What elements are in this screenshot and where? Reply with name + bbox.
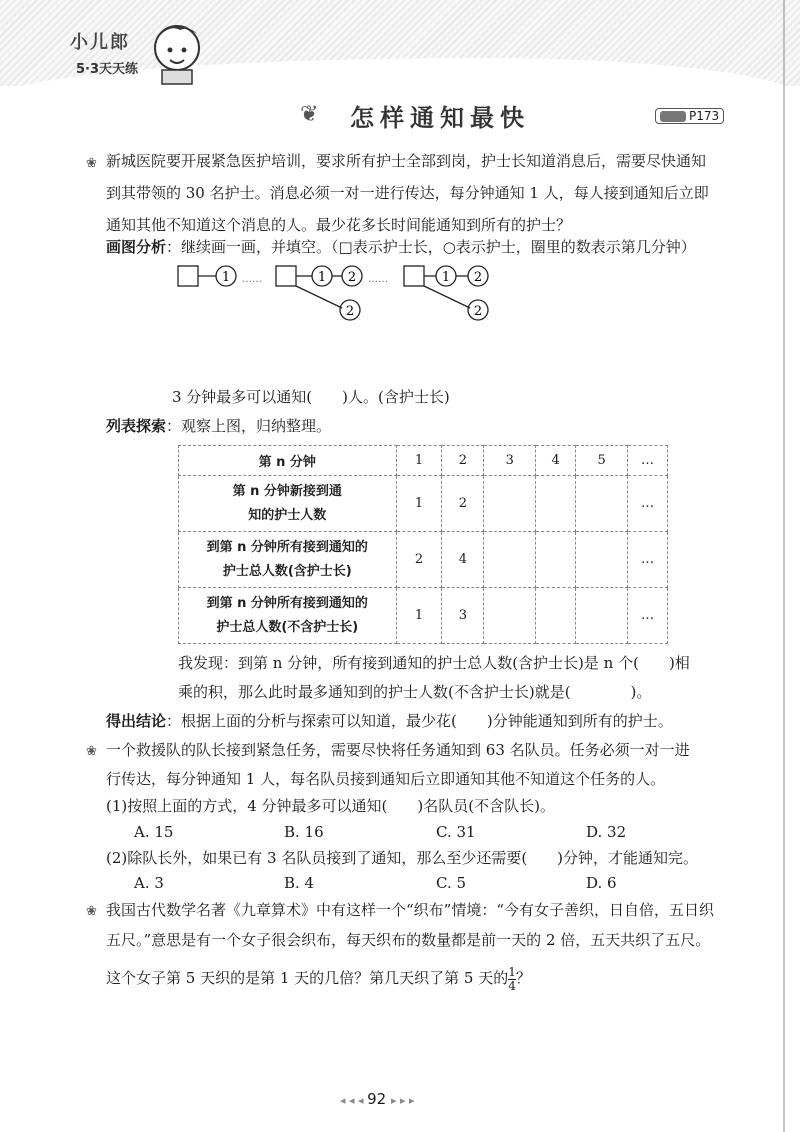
exploration-table bbox=[178, 445, 668, 644]
q2-sub1-option-a: A. 15 bbox=[134, 823, 174, 841]
head-nurse-square bbox=[178, 266, 198, 286]
table-row bbox=[179, 532, 668, 588]
footer-right-arrows-icon: ▸ ▸ ▸ bbox=[390, 1094, 415, 1107]
nurse-minute-label: 2 bbox=[347, 270, 357, 285]
table-cell: 2 bbox=[442, 476, 484, 532]
q3-line3 bbox=[106, 965, 531, 993]
table-row bbox=[179, 476, 668, 532]
nurse-minute-label: 2 bbox=[473, 304, 483, 319]
page-edge-line bbox=[783, 0, 785, 1132]
table-cell bbox=[484, 532, 536, 588]
explore-text: ：观察上图，归纳整理。 bbox=[166, 417, 332, 435]
reference-badge-icon bbox=[660, 111, 686, 122]
table-cell: … bbox=[628, 446, 668, 476]
page-reference-label: P173 bbox=[689, 109, 720, 123]
question-1-icon: ❀ bbox=[86, 156, 97, 171]
table-cell bbox=[536, 476, 576, 532]
q2-line2: 行传达，每分钟通知 1 人，每名队员接到通知后立即通知其他不知道这个任务的人。 bbox=[106, 770, 666, 788]
table-cell: 2 bbox=[396, 532, 442, 588]
bird-icon: ❦ bbox=[300, 102, 319, 127]
nurse-minute-label: 2 bbox=[473, 270, 483, 285]
q2-sub1-option-c: C. 31 bbox=[436, 823, 476, 841]
q2-line1: 一个救援队的队长接到紧急任务，需要尽快将任务通知到 63 名队员。任务必须一对一进 bbox=[106, 741, 690, 759]
row-header: 第 n 分钟新接到通 知的护士人数 bbox=[179, 476, 397, 532]
conclusion-line bbox=[106, 708, 673, 734]
analysis-text: ：继续画一画，并填空。（□表示护士长，○表示护士，圈里的数表示第几分钟） bbox=[166, 238, 696, 256]
table-cell bbox=[484, 588, 536, 644]
fraction-numerator: 1 bbox=[508, 964, 516, 979]
table-cell: 4 bbox=[536, 446, 576, 476]
q1-intro-line2: 到其带领的 30 名护士。消息必须一对一进行传达，每分钟通知 1 人，每人接到通知后立即 bbox=[106, 184, 709, 202]
conclusion-text: ：根据上面的分析与探索可以知道，最少花( )分钟能通知到所有的护士。 bbox=[166, 712, 673, 730]
q2-sub2-option-b: B. 4 bbox=[284, 874, 315, 892]
q2-sub2: (2)除队长外，如果已有 3 名队员接到了通知，那么至少还需要( )分钟，才能通知完。 bbox=[106, 849, 699, 867]
nurse-minute-label: 1 bbox=[317, 270, 327, 285]
q3-line2: 五尺。”意思是有一个女子很会织布，每天织布的数量都是前一天的 2 倍，五天共织了五尺。 bbox=[106, 931, 711, 949]
diagram-ellipsis: …… bbox=[368, 274, 388, 285]
table-cell: … bbox=[628, 476, 668, 532]
diagram-step-1 bbox=[178, 266, 236, 286]
table-row bbox=[179, 588, 668, 644]
q2-sub2-option-c: C. 5 bbox=[436, 874, 467, 892]
nurse-minute-label: 1 bbox=[221, 270, 231, 285]
fraction-denominator: 4 bbox=[508, 978, 516, 993]
table-cell: 1 bbox=[396, 446, 442, 476]
question-3-icon: ❀ bbox=[86, 904, 97, 919]
notification-diagram bbox=[170, 258, 510, 328]
fraction bbox=[508, 966, 516, 993]
table-cell bbox=[576, 476, 628, 532]
table-row bbox=[179, 446, 668, 476]
explore-label: 列表探索 bbox=[106, 417, 167, 435]
logo-title: 小儿郎 bbox=[70, 32, 130, 53]
q3-question-end: ？ bbox=[515, 969, 531, 987]
diagram-step-3 bbox=[404, 266, 488, 320]
q2-sub2-option-d: D. 6 bbox=[586, 874, 617, 892]
explore-line bbox=[106, 413, 331, 439]
head-nurse-square bbox=[276, 266, 296, 286]
row-header: 第 n 分钟 bbox=[179, 446, 397, 476]
analysis-line bbox=[106, 234, 696, 260]
q1-intro-line3: 通知其他不知道这个消息的人。最少花多长时间能通知到所有的护士？ bbox=[106, 216, 572, 234]
table-cell bbox=[536, 588, 576, 644]
q2-sub1-option-b: B. 16 bbox=[284, 823, 324, 841]
nurse-minute-label: 1 bbox=[441, 270, 451, 285]
table-cell: 3 bbox=[484, 446, 536, 476]
table-cell bbox=[576, 588, 628, 644]
table-cell bbox=[536, 532, 576, 588]
table-cell bbox=[576, 532, 628, 588]
q3-question-text: 这个女子第 5 天织的是第 1 天的几倍？第几天织了第 5 天的 bbox=[106, 969, 509, 987]
table-cell: 3 bbox=[442, 588, 484, 644]
discover-line1: 我发现：到第 n 分钟，所有接到通知的护士总人数(含护士长)是 n 个( )相 bbox=[178, 654, 690, 672]
analysis-label: 画图分析 bbox=[106, 238, 167, 256]
table-cell bbox=[484, 476, 536, 532]
table-cell: 2 bbox=[442, 446, 484, 476]
diagram-ellipsis: …… bbox=[242, 274, 262, 285]
head-nurse-square bbox=[404, 266, 424, 286]
q2-sub1: (1)按照上面的方式，4 分钟最多可以通知( )名队员(不含队长)。 bbox=[106, 797, 555, 815]
table-cell: 1 bbox=[396, 588, 442, 644]
discover-line2: 乘的积，那么此时最多通知到的护士人数(不含护士长)就是( )。 bbox=[178, 683, 652, 701]
row-header: 到第 n 分钟所有接到通知的 护士总人数(含护士长) bbox=[179, 532, 397, 588]
page-number: 92 bbox=[367, 1090, 387, 1108]
row-header: 到第 n 分钟所有接到通知的 护士总人数(不含护士长) bbox=[179, 588, 397, 644]
q2-sub1-option-d: D. 32 bbox=[586, 823, 627, 841]
table-cell: … bbox=[628, 532, 668, 588]
nurse-minute-label: 2 bbox=[345, 304, 355, 319]
series-name: 5·3天天练 bbox=[76, 62, 139, 77]
fill-blank-1: 3 分钟最多可以通知( )人。(含护士长) bbox=[172, 388, 450, 406]
q2-sub2-option-a: A. 3 bbox=[134, 874, 164, 892]
page-title: 怎样通知最快 bbox=[350, 104, 530, 132]
question-2-icon: ❀ bbox=[86, 744, 97, 759]
q1-intro-line1: 新城医院要开展紧急医护培训，要求所有护士全部到岗，护士长知道消息后，需要尽快通知 bbox=[106, 152, 707, 170]
q3-line1: 我国古代数学名著《九章算术》中有这样一个“织布”情境：“今有女子善织，日自倍，五日织 bbox=[106, 901, 715, 919]
table-cell: 5 bbox=[576, 446, 628, 476]
conclusion-label: 得出结论 bbox=[106, 712, 167, 730]
table-cell: … bbox=[628, 588, 668, 644]
diagram-step-2 bbox=[276, 266, 362, 320]
table-cell: 4 bbox=[442, 532, 484, 588]
page-reference bbox=[655, 108, 724, 124]
page-footer bbox=[340, 1090, 415, 1108]
footer-left-arrows-icon: ◂ ◂ ◂ bbox=[340, 1094, 368, 1107]
table-cell: 1 bbox=[396, 476, 442, 532]
